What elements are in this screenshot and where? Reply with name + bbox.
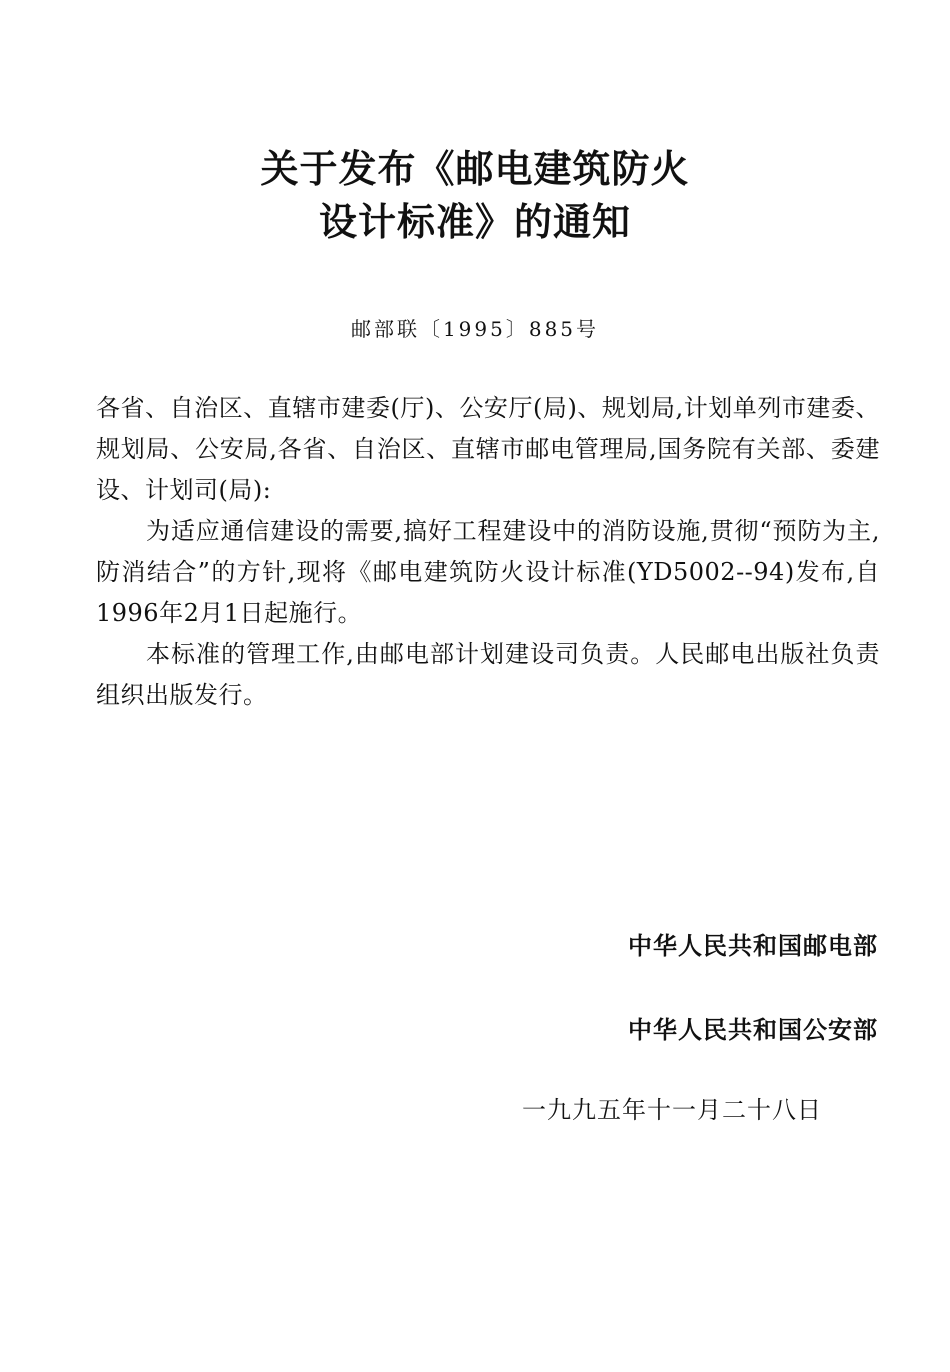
issue-date: 一九九五年十一月二十八日 <box>522 1096 822 1124</box>
signer-ministry-posts: 中华人民共和国邮电部 <box>628 932 878 960</box>
document-number: 邮部联〔1995〕885号 <box>350 317 600 341</box>
signer-ministry-security: 中华人民共和国公安部 <box>628 1016 878 1044</box>
notice-title-line-2: 设计标准》的通知 <box>318 200 631 244</box>
body-paragraph-1: 为适应通信建设的需要,搞好工程建设中的消防设施,贯彻“预防为主,防消结合”的方针,现将《邮电建筑防火设计标准(YD5002--94)发布,自1996年2月1日起施行。 <box>96 517 880 627</box>
body-paragraph-2: 本标准的管理工作,由邮电部计划建设司负责。人民邮电出版社负责组织出版发行。 <box>96 640 880 709</box>
addressee-paragraph: 各省、自治区、直辖市建委(厅)、公安厅(局)、规划局,计划单列市建委、规划局、公安局,各省、自治区、直辖市邮电管理局,国务院有关部、委建设、计划司(局): <box>96 394 880 504</box>
notice-title-line-1: 关于发布《邮电建筑防火 <box>260 147 690 191</box>
